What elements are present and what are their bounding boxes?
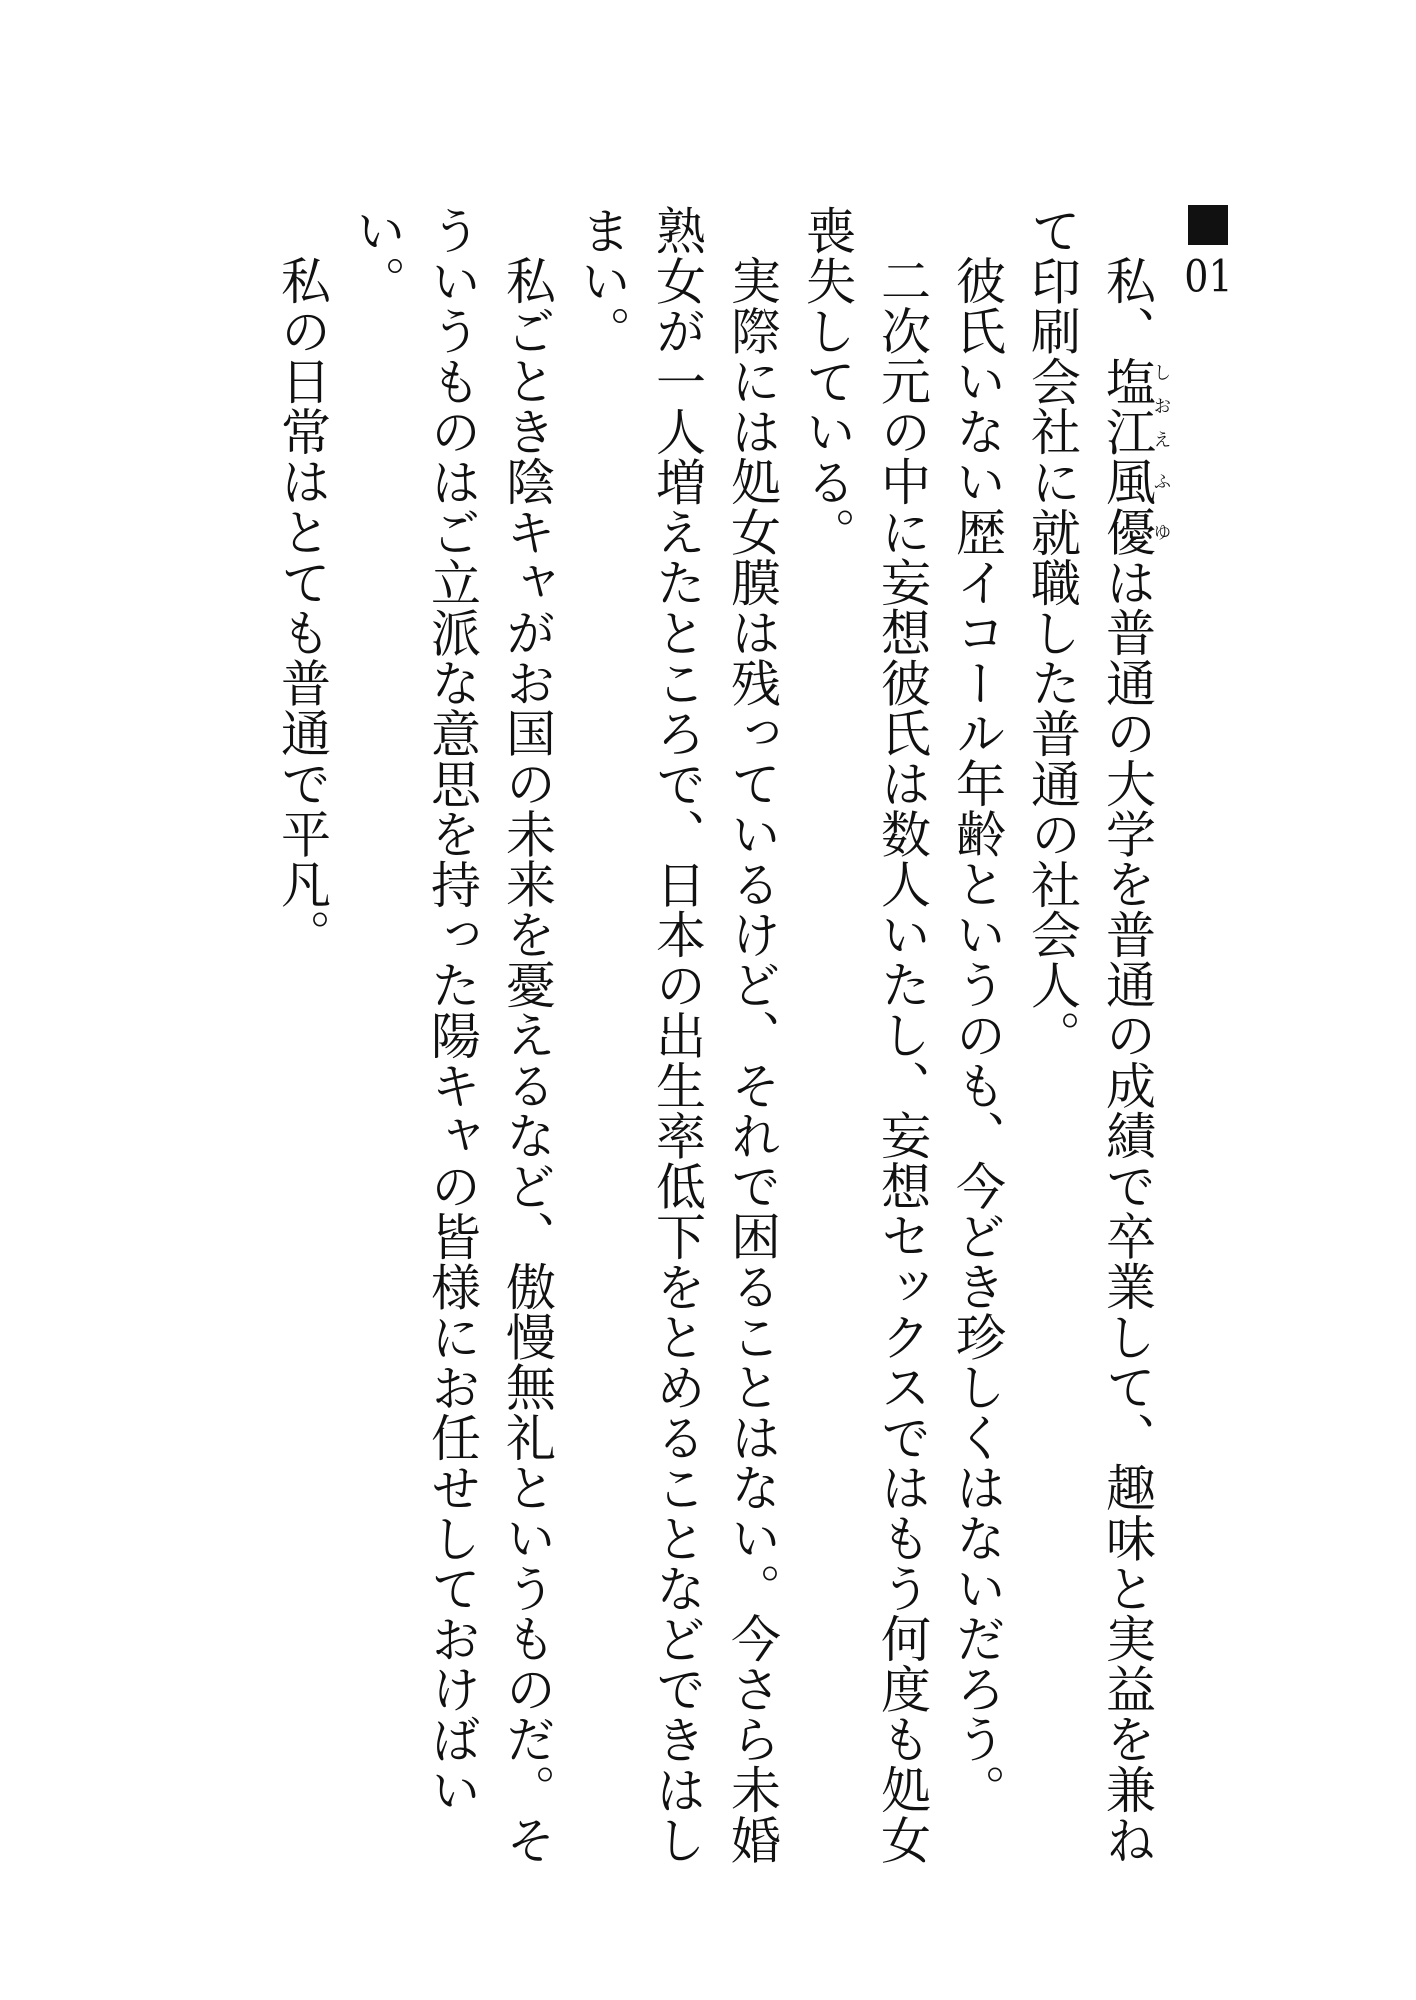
paragraph-1-after: は普通の大学を普通の成績で卒業して、趣味と実益を兼ねて印刷会社に就職した普通の社会人。 [1023, 205, 1156, 1865]
ruby-surname-reading: しおえ [1150, 355, 1172, 457]
ruby-given-name [1098, 456, 1172, 557]
paragraph-4: 実際には処女膜は残っているけど、それで困ることはない。今さら未婚熟女が一人増えたところで、日本の出生率低下をとめることなどできはしまい。 [573, 205, 781, 1865]
paragraph-1 [1014, 205, 1170, 1885]
paragraph-5: 私ごとき陰キャがお国の未来を憂えるなど、傲慢無礼というものだ。そういうものはご立派な意思を持った陽キャの皆様にお任せしておけばいい。 [348, 205, 556, 1865]
ruby-surname-base: 塩江 [1098, 355, 1156, 457]
paragraph-1-before: 私、 [1098, 255, 1156, 356]
vertical-text-body [264, 205, 1246, 1885]
paragraph-2: 彼氏いない歴イコール年齢というのも、今どき珍しくはないだろう。 [948, 255, 1006, 1815]
ruby-given-name-base: 風優 [1098, 456, 1156, 557]
paragraph-6: 私の日常はとても普通で平凡。 [273, 255, 331, 960]
paragraph-3: 二次元の中に妄想彼氏は数人いたし、妄想セックスではもう何度も処女喪失している。 [798, 205, 931, 1865]
chapter-number: 01 [1184, 255, 1233, 299]
ruby-given-name-reading: ふゆ [1150, 456, 1172, 557]
ruby-surname [1098, 355, 1172, 457]
chapter-heading [1170, 205, 1246, 1885]
square-marker-icon [1188, 205, 1228, 245]
